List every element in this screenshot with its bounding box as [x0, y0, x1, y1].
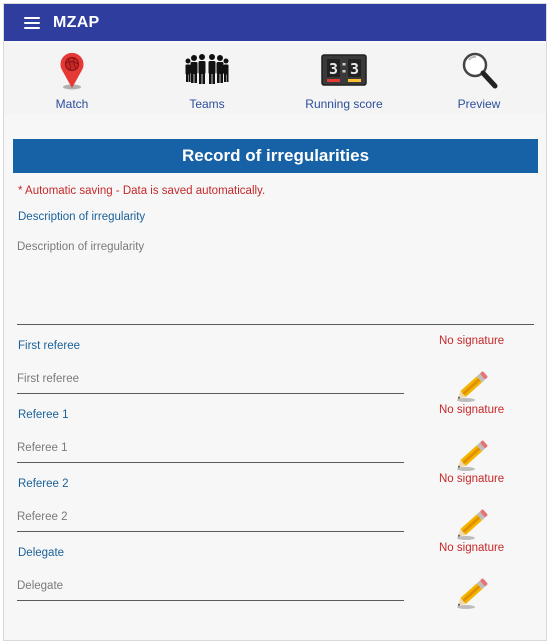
app-title: MZAP [53, 13, 100, 31]
nav-label: Match [55, 97, 89, 111]
first-referee-placeholder: First referee [17, 373, 79, 385]
referee-1-sign-pencil-icon[interactable] [452, 435, 492, 475]
referee-2-signature-status: No signature [439, 473, 505, 485]
first-referee-signature-status: No signature [439, 335, 505, 347]
description-textarea[interactable] [17, 232, 534, 324]
scoreboard-icon [321, 50, 367, 90]
map-pin-ball-icon [49, 50, 95, 90]
delegate-input[interactable] [17, 571, 404, 599]
delegate-underline [17, 600, 404, 601]
section-header [13, 139, 538, 173]
referee-1-signature-status: No signature [439, 404, 505, 416]
description-underline [17, 324, 534, 325]
referee-1-input[interactable] [17, 433, 404, 461]
autosave-notice: * Automatic saving - Data is saved automatically. [18, 185, 266, 197]
referee-2-placeholder: Referee 2 [17, 511, 68, 523]
description-label: Description of irregularity [18, 211, 146, 223]
delegate-placeholder: Delegate [17, 580, 64, 592]
first-referee-sign-pencil-icon[interactable] [452, 366, 492, 406]
referee-1-underline [17, 462, 404, 463]
team-people-icon [184, 50, 230, 90]
nav-item-teams[interactable] [147, 44, 267, 114]
delegate-label: Delegate [18, 547, 65, 559]
delegate-signature-status: No signature [439, 542, 505, 554]
app-frame [3, 3, 547, 641]
referee-2-label: Referee 2 [18, 478, 69, 490]
top-nav [4, 44, 547, 114]
referee-2-underline [17, 531, 404, 532]
svg-text:3: 3 [328, 60, 339, 78]
nav-item-match[interactable] [12, 44, 132, 114]
nav-label: Running score [305, 97, 383, 111]
nav-item-running-score[interactable] [284, 44, 404, 114]
magnifier-icon [456, 50, 502, 90]
menu-icon[interactable] [24, 17, 40, 29]
app-bar [4, 4, 547, 41]
first-referee-input[interactable] [17, 364, 404, 392]
section-title: Record of irregularities [181, 146, 370, 165]
nav-item-preview[interactable] [419, 44, 539, 114]
referee-1-label: Referee 1 [18, 409, 69, 421]
svg-text:3: 3 [349, 60, 360, 78]
first-referee-label: First referee [18, 340, 80, 352]
nav-label: Teams [189, 97, 225, 111]
referee-2-sign-pencil-icon[interactable] [452, 504, 492, 544]
first-referee-underline [17, 393, 404, 394]
referee-2-input[interactable] [17, 502, 404, 530]
nav-label: Preview [457, 97, 501, 111]
referee-1-placeholder: Referee 1 [17, 442, 68, 454]
delegate-sign-pencil-icon[interactable] [452, 573, 492, 613]
description-placeholder: Description of irregularity [17, 241, 145, 253]
